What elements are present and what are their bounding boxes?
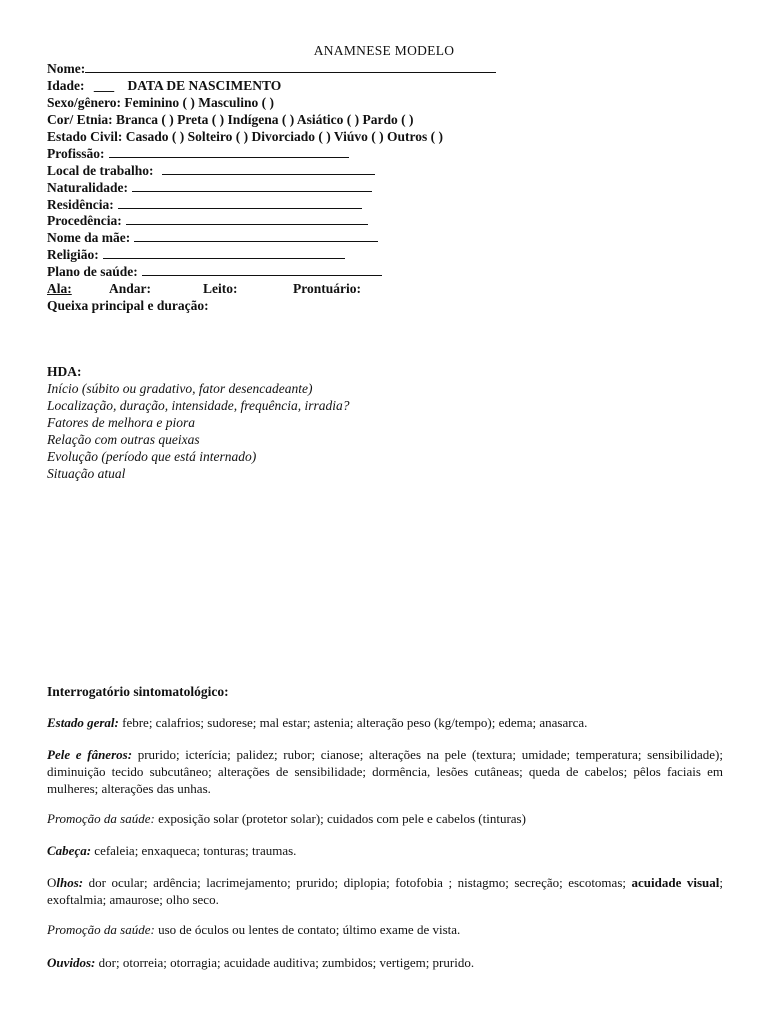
field-nome-mae — [47, 229, 378, 246]
paragraph-pele-faneros — [47, 746, 723, 797]
field-local-trabalho — [47, 162, 375, 179]
paragraph-estado-geral — [47, 714, 723, 731]
estado-geral-label: Estado geral: — [47, 715, 119, 730]
field-ala-label: Ala: — [47, 281, 72, 296]
paragraph-cabeca — [47, 842, 723, 859]
hda-item: Fatores de melhora e piora — [47, 415, 195, 430]
field-religiao-label: Religião: — [47, 247, 99, 262]
promocao-saude-label: Promoção da saúde: — [47, 811, 155, 826]
field-religiao — [47, 246, 345, 263]
field-prontuario-label: Prontuário: — [293, 281, 361, 296]
field-residencia-label: Residência: — [47, 197, 114, 212]
cabeca-label: Cabeça: — [47, 843, 92, 858]
field-sexo: Sexo/gênero: Feminino ( ) Masculino ( ) — [47, 95, 274, 110]
hda-heading: HDA: — [47, 364, 82, 379]
pele-label: Pele e fâneros: — [47, 747, 133, 762]
field-estado-civil: Estado Civil: Casado ( ) Solteiro ( ) Divorciado ( ) Viúvo ( ) Outros ( ) — [47, 129, 443, 144]
hda-item: Evolução (período que está internado) — [47, 449, 257, 464]
field-profissao-blank[interactable] — [109, 145, 349, 158]
field-plano-saude-label: Plano de saúde: — [47, 264, 138, 279]
field-religiao-blank[interactable] — [103, 246, 345, 259]
field-residencia-blank[interactable] — [118, 196, 362, 209]
field-profissao-label: Profissão: — [47, 146, 105, 161]
pele-text: prurido; icterícia; palidez; rubor; cianose; alterações na pele (textura; umidade; temperatura; sensibilidade); diminuição tecido subcutâneo; alterações de sensibilidade; dormência, lesões cutâneas; queda de cabelos; pêlos faciais em mulheres; alterações das unhas. — [47, 747, 724, 796]
field-cor-etnia: Cor/ Etnia: Branca ( ) Preta ( ) Indígena ( ) Asiático ( ) Pardo ( ) — [47, 112, 414, 127]
field-naturalidade — [47, 179, 372, 196]
field-leito-label: Leito: — [203, 281, 238, 296]
field-plano-saude — [47, 263, 382, 280]
field-local-trabalho-label: Local de trabalho: — [47, 163, 154, 178]
hda-item: Relação com outras queixas — [47, 432, 200, 447]
field-residencia — [47, 196, 362, 213]
field-idade — [47, 77, 281, 94]
hda-item: Situação atual — [47, 466, 126, 481]
olhos-label: lhos: — [56, 875, 84, 890]
paragraph-promocao-saude-olhos — [47, 921, 723, 938]
field-nome-label: Nome: — [47, 61, 86, 76]
field-profissao — [47, 145, 349, 162]
olhos-bold-term: acuidade visual — [631, 875, 720, 890]
document-title: ANAMNESE MODELO — [313, 43, 455, 58]
field-ala-andar-leito-prontuario — [47, 280, 372, 297]
field-nome-mae-blank[interactable] — [134, 229, 378, 242]
field-plano-saude-blank[interactable] — [142, 263, 382, 276]
field-queixa-principal: Queixa principal e duração: — [47, 298, 209, 313]
field-idade-blank[interactable]: ___ — [93, 78, 115, 93]
olhos-text: dor ocular; ardência; lacrimejamento; prurido; diplopia; fotofobia ; nistagmo; secreção; escotomas; — [83, 875, 632, 890]
hda-item: Início (súbito ou gradativo, fator desencadeante) — [47, 381, 313, 396]
field-naturalidade-blank[interactable] — [132, 179, 372, 192]
estado-geral-text: febre; calafrios; sudorese; mal estar; astenia; alteração peso (kg/tempo); edema; anasarca. — [118, 715, 588, 730]
olhos-label-o: O — [47, 875, 57, 890]
promocao-saude-label: Promoção da saúde: — [47, 922, 155, 937]
paragraph-olhos — [47, 874, 723, 908]
field-nome-mae-label: Nome da mãe: — [47, 230, 131, 245]
field-nome — [47, 60, 496, 77]
field-nome-blank[interactable] — [85, 60, 496, 73]
hda-item: Localização, duração, intensidade, frequência, irradia? — [47, 398, 350, 413]
field-procedencia — [47, 212, 368, 229]
field-idade-label: Idade: — [47, 78, 85, 93]
ouvidos-text: dor; otorreia; otorragia; acuidade auditiva; zumbidos; vertigem; prurido. — [95, 955, 475, 970]
paragraph-ouvidos — [47, 954, 723, 971]
field-data-nascimento-label: DATA DE NASCIMENTO — [127, 78, 282, 93]
paragraph-promocao-saude-pele — [47, 810, 723, 827]
field-local-trabalho-blank[interactable] — [162, 162, 375, 175]
ouvidos-label: Ouvidos: — [47, 955, 96, 970]
field-naturalidade-label: Naturalidade: — [47, 180, 128, 195]
sintomas-heading: Interrogatório sintomatológico: — [47, 684, 229, 699]
olhos-text-2: ; exoftalmia; amaurose; olho seco. — [47, 875, 723, 907]
field-procedencia-blank[interactable] — [126, 212, 368, 225]
cabeca-text: cefaleia; enxaqueca; tonturas; traumas. — [91, 843, 297, 858]
field-andar-label: Andar: — [109, 281, 152, 296]
promocao-saude-text: exposição solar (protetor solar); cuidados com pele e cabelos (tinturas) — [154, 811, 526, 826]
promocao-saude-text: uso de óculos ou lentes de contato; último exame de vista. — [154, 922, 461, 937]
field-procedencia-label: Procedência: — [47, 213, 122, 228]
